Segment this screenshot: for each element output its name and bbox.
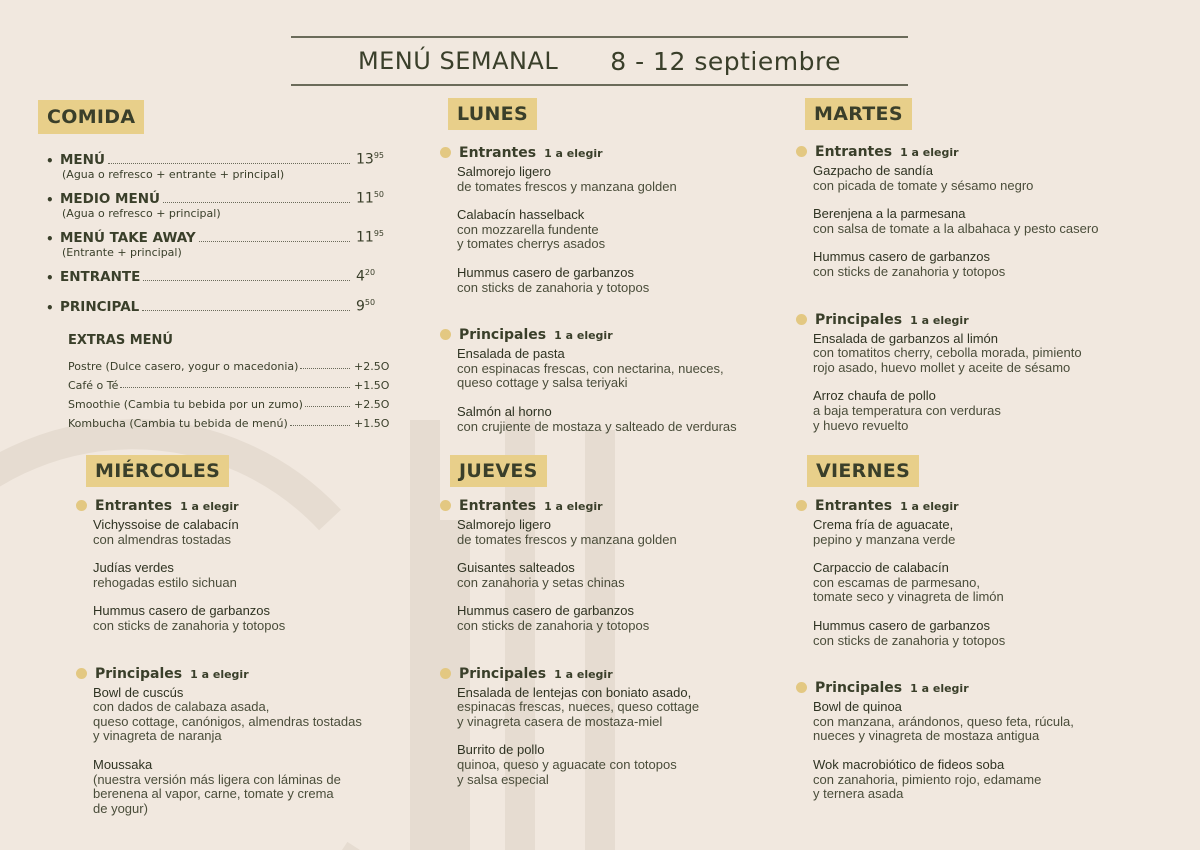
- dot-leader: [120, 387, 350, 388]
- dish-name: Crema fría de aguacate,: [813, 517, 954, 532]
- dish-description: de yogur): [93, 800, 148, 816]
- dish-description: con tomatitos cherry, cebolla morada, pimiento: [813, 345, 1082, 361]
- bullet: •: [46, 271, 54, 285]
- dish-description: de tomates frescos y manzana golden: [457, 531, 677, 547]
- tag-comida: COMIDA: [38, 100, 144, 134]
- price-item-name: PRINCIPAL: [60, 299, 140, 315]
- dish-description: y vinagreta de naranja: [93, 728, 222, 744]
- section-title: Entrantes: [815, 144, 893, 160]
- dish-name: Calabacín hasselback: [457, 207, 585, 223]
- price-item-name: MENÚ TAKE AWAY: [60, 230, 196, 246]
- dish-name: Berenjena a la parmesana: [813, 206, 966, 222]
- price-item-name: MEDIO MENÚ: [60, 191, 160, 207]
- section-heading-entrantes: [796, 498, 1136, 514]
- dish-description: con escamas de parmesano,: [813, 574, 980, 590]
- dish-description: con espinacas frescas, con nectarina, nueces,: [457, 360, 724, 376]
- dish-item: [813, 332, 1176, 376]
- dish-name: Bowl de quinoa: [813, 699, 902, 715]
- bullet-dot: [76, 500, 87, 511]
- section-heading-entrantes: [440, 498, 780, 514]
- section-heading-entrantes: [76, 498, 416, 514]
- dish-item: [93, 561, 416, 590]
- section-spacer: [796, 294, 1176, 312]
- extra-row: [68, 354, 390, 373]
- section-choose-note: 1 a elegir: [554, 667, 613, 681]
- bullet-dot: [440, 329, 451, 340]
- bullet-dot: [796, 146, 807, 157]
- dish-name: Judías verdes: [93, 560, 174, 576]
- bullet-dot: [440, 668, 451, 679]
- extra-name: Postre (Dulce casero, yogur o macedonia): [68, 360, 299, 373]
- section-spacer: [440, 648, 780, 666]
- section-title: Principales: [459, 665, 547, 682]
- dish-name: Hummus casero de garbanzos: [457, 603, 635, 619]
- price-row: [46, 189, 386, 207]
- dish-name: Guisantes salteados: [457, 560, 575, 576]
- dish-description: quinoa, queso y aguacate con totopos: [457, 756, 677, 772]
- dish-description: con mozzarella fundente: [457, 221, 599, 237]
- section-title: Principales: [815, 680, 903, 697]
- comida-price-list: [46, 150, 390, 430]
- price-item-note: (Agua o refresco + principal): [62, 207, 221, 220]
- dot-leader: [163, 202, 350, 203]
- dish-name: Vichyssoise de calabacín: [93, 517, 239, 532]
- section-heading-principales: [796, 312, 1176, 328]
- tag-martes: MARTES: [805, 98, 912, 130]
- dish-item: [93, 604, 416, 633]
- section-choose-note: 1 a elegir: [544, 147, 603, 160]
- dish-item: [813, 207, 1176, 236]
- bullet-dot: [440, 147, 451, 158]
- day-viernes: [796, 498, 1136, 816]
- dot-leader: [199, 241, 350, 242]
- dish-item: [813, 700, 1136, 744]
- dish-description: con dados de calabaza asada,: [93, 699, 270, 715]
- extra-row: [68, 392, 390, 411]
- dish-item: [457, 165, 780, 194]
- bullet-dot: [796, 500, 807, 511]
- dish-name: Salmorejo ligero: [457, 517, 551, 532]
- dish-item: [457, 686, 780, 730]
- section-heading-principales: [440, 327, 780, 343]
- dish-item: [813, 250, 1176, 279]
- dish-description: espinacas frescas, nueces, queso cottage: [457, 699, 700, 715]
- dish-description: con manzana, arándonos, queso feta, rúcula,: [813, 713, 1074, 729]
- dish-description: y salsa especial: [457, 771, 549, 787]
- section-heading-principales: [796, 680, 1136, 696]
- price-item-note: (Entrante + principal): [62, 246, 182, 259]
- section-title: Principales: [459, 327, 547, 344]
- dish-description: queso cottage y salsa teriyaki: [457, 375, 628, 391]
- dot-leader: [143, 280, 350, 281]
- day-jueves: [440, 498, 780, 801]
- dish-description: con salsa de tomate a la albahaca y pesto casero: [813, 220, 1099, 236]
- dish-description: y vinagreta casera de mostaza-miel: [457, 713, 663, 729]
- section-choose-note: 1 a elegir: [900, 500, 959, 513]
- menu-title: MENÚ SEMANAL: [357, 47, 559, 75]
- price-row: [46, 267, 386, 285]
- dish-description: con picada de tomate y sésamo negro: [813, 177, 1034, 193]
- section-spacer: [440, 309, 780, 327]
- dish-description: con crujiente de mostaza y salteado de verduras: [457, 418, 737, 434]
- section-heading-principales: [440, 666, 780, 682]
- bullet: •: [46, 301, 54, 315]
- extra-row: [68, 411, 390, 430]
- section-spacer: [76, 648, 416, 666]
- day-lunes: [440, 145, 780, 448]
- dish-item: [457, 518, 780, 547]
- dish-name: Carpaccio de calabacín: [813, 560, 949, 576]
- dish-description: con zanahoria y setas chinas: [457, 574, 625, 590]
- section-title: Entrantes: [95, 498, 173, 514]
- dish-name: Salmorejo ligero: [457, 164, 551, 179]
- bullet-dot: [76, 668, 87, 679]
- day-martes: [796, 144, 1176, 447]
- dish-name: Ensalada de lentejas con boniato asado,: [457, 684, 692, 700]
- day-miercoles: [76, 498, 416, 830]
- dish-description: pepino y manzana verde: [813, 531, 956, 547]
- dish-description: y ternera asada: [813, 786, 904, 802]
- section-title: Entrantes: [459, 498, 537, 514]
- dish-name: Hummus casero de garbanzos: [93, 603, 271, 619]
- dish-item: [457, 266, 780, 295]
- dish-item: [93, 518, 416, 547]
- price-row: [46, 150, 386, 168]
- dot-leader: [142, 310, 350, 311]
- extra-price: +1.5O: [354, 417, 390, 430]
- dish-name: Arroz chaufa de pollo: [813, 388, 936, 404]
- extra-price: +2.5O: [354, 398, 390, 411]
- dish-description: (nuestra versión más ligera con láminas de: [93, 771, 341, 787]
- price-item-name: MENÚ: [60, 152, 105, 168]
- section-choose-note: 1 a elegir: [180, 500, 239, 513]
- section-choose-note: 1 a elegir: [900, 146, 959, 159]
- section-choose-note: 1 a elegir: [190, 667, 249, 681]
- section-choose-note: 1 a elegir: [910, 682, 969, 696]
- price-value: $4^{20}$: [356, 268, 376, 285]
- section-title: Principales: [95, 665, 183, 682]
- menu-dates: 8 - 12 septiembre: [610, 46, 842, 76]
- price-item-note: (Agua o refresco + entrante + principal): [62, 168, 285, 181]
- section-heading-entrantes: [440, 145, 780, 161]
- dish-item: [457, 561, 780, 590]
- price-value: $13^{95}$: [356, 151, 385, 168]
- dish-description: con sticks de zanahoria y totopos: [813, 263, 1006, 279]
- dish-name: Burrito de pollo: [457, 742, 545, 758]
- dish-item: [813, 758, 1136, 802]
- dish-description: de tomates frescos y manzana golden: [457, 178, 677, 194]
- dish-description: tomate seco y vinagreta de limón: [813, 589, 1004, 605]
- dish-name: Hummus casero de garbanzos: [457, 264, 635, 280]
- section-heading-entrantes: [796, 144, 1176, 160]
- price-row: [46, 297, 386, 315]
- tag-viernes: VIERNES: [807, 455, 919, 487]
- dish-description: y tomates cherrys asados: [457, 236, 606, 252]
- dish-item: [457, 604, 780, 633]
- section-choose-note: 1 a elegir: [554, 329, 613, 343]
- dish-item: [813, 619, 1136, 648]
- section-choose-note: 1 a elegir: [910, 313, 969, 327]
- dish-name: Hummus casero de garbanzos: [813, 249, 991, 265]
- dish-description: rehogadas estilo sichuan: [93, 574, 237, 590]
- dish-item: [457, 347, 780, 391]
- dish-description: con sticks de zanahoria y totopos: [457, 279, 650, 295]
- extra-price: +2.5O: [354, 360, 390, 373]
- dot-leader: [290, 425, 350, 426]
- dish-name: Bowl de cuscús: [93, 684, 184, 700]
- price-row: [46, 228, 386, 246]
- dish-description: a baja temperatura con verduras: [813, 402, 1001, 418]
- dot-leader: [108, 163, 350, 164]
- dish-item: [813, 561, 1136, 605]
- dish-description: rojo asado, huevo mollet y aceite de sésamo: [813, 359, 1071, 375]
- section-spacer: [796, 662, 1136, 680]
- dish-name: Ensalada de pasta: [457, 346, 565, 362]
- tag-lunes: LUNES: [448, 98, 537, 130]
- bullet: •: [46, 193, 54, 207]
- dish-description: con almendras tostadas: [93, 531, 232, 547]
- price-value: $11^{50}$: [356, 190, 385, 207]
- dish-name: Ensalada de garbanzos al limón: [813, 330, 999, 346]
- dish-description: con sticks de zanahoria y totopos: [457, 617, 650, 633]
- price-item-name: ENTRANTE: [60, 269, 141, 285]
- dish-description: con sticks de zanahoria y totopos: [93, 617, 286, 633]
- extra-name: Kombucha (Cambia tu bebida de menú): [68, 417, 288, 430]
- bullet-dot: [796, 682, 807, 693]
- dish-item: [457, 743, 780, 787]
- dish-item: [457, 405, 780, 434]
- section-title: Entrantes: [815, 498, 893, 514]
- dish-description: berenena al vapor, carne, tomate y crema: [93, 786, 334, 802]
- extras-title: EXTRAS MENÚ: [68, 333, 173, 348]
- extra-name: Smoothie (Cambia tu bebida por un zumo): [68, 398, 303, 411]
- section-title: Entrantes: [459, 145, 537, 161]
- dish-name: Moussaka: [93, 756, 153, 772]
- tag-jueves: JUEVES: [450, 455, 547, 487]
- tag-miercoles: MIÉRCOLES: [86, 455, 229, 487]
- price-value: $11^{95}$: [356, 229, 385, 246]
- price-value: $9^{50}$: [356, 298, 376, 315]
- dish-item: [813, 518, 1136, 547]
- bullet: •: [46, 232, 54, 246]
- dish-item: [93, 686, 416, 744]
- dish-item: [813, 389, 1176, 433]
- dish-item: [93, 758, 416, 816]
- section-heading-principales: [76, 666, 416, 682]
- extra-price: +1.5O: [354, 379, 390, 392]
- dish-description: con zanahoria, pimiento rojo, edamame: [813, 771, 1042, 787]
- dish-description: y huevo revuelto: [813, 417, 909, 433]
- dot-leader: [300, 368, 350, 369]
- bullet-dot: [440, 500, 451, 511]
- section-title: Principales: [815, 311, 903, 328]
- dish-name: Hummus casero de garbanzos: [813, 617, 991, 633]
- section-choose-note: 1 a elegir: [544, 500, 603, 513]
- dot-leader: [305, 406, 350, 407]
- bullet-dot: [796, 314, 807, 325]
- page-header: [291, 36, 908, 86]
- extra-name: Café o Té: [68, 379, 119, 392]
- dish-item: [457, 208, 780, 252]
- dish-name: Wok macrobiótico de fideos soba: [813, 756, 1005, 772]
- dish-item: [813, 164, 1176, 193]
- dish-name: Gazpacho de sandía: [813, 163, 933, 178]
- bullet: •: [46, 154, 54, 168]
- dish-name: Salmón al horno: [457, 403, 552, 419]
- extra-row: [68, 373, 390, 392]
- dish-description: queso cottage, canónigos, almendras tostadas: [93, 713, 362, 729]
- dish-description: nueces y vinagreta de mostaza antigua: [813, 728, 1040, 744]
- dish-description: con sticks de zanahoria y totopos: [813, 632, 1006, 648]
